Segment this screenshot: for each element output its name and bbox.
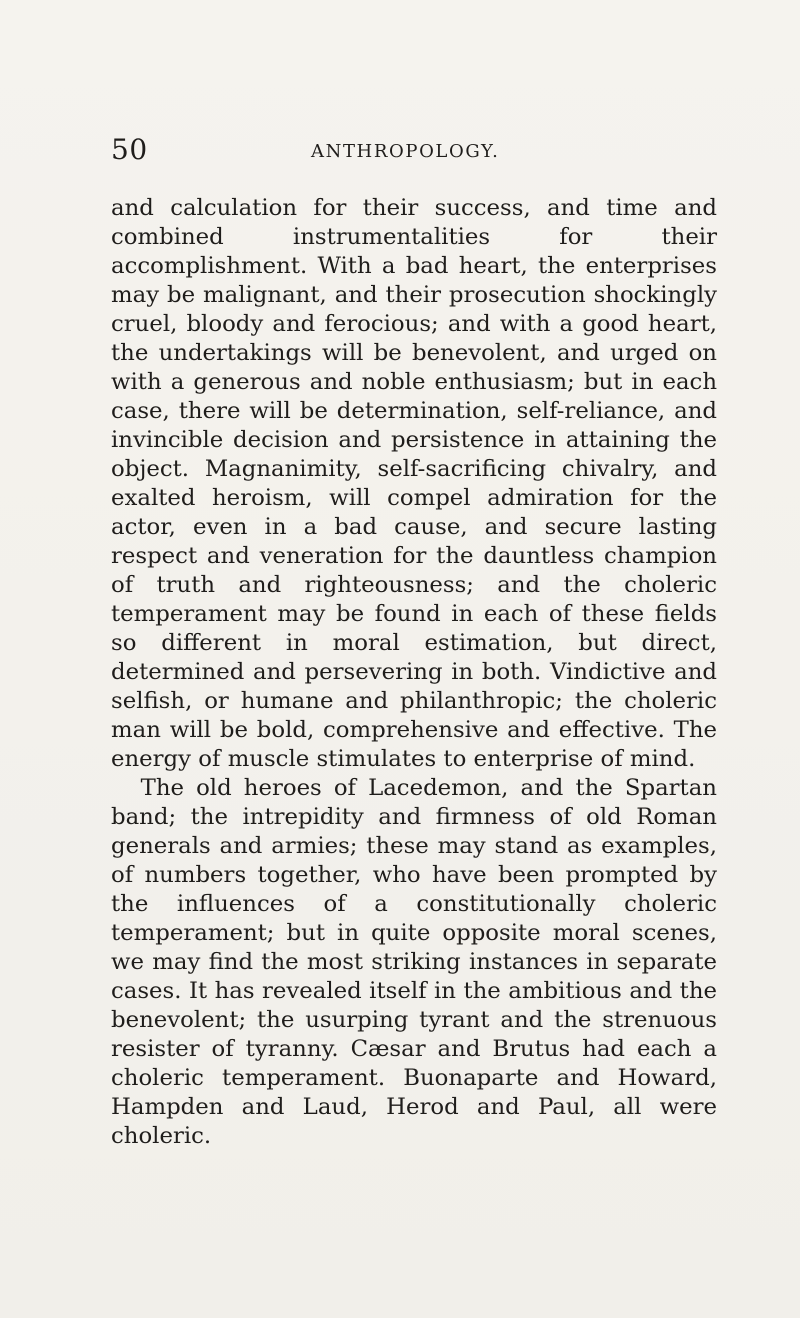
- paragraph-2: The old heroes of Lacedemon, and the Spartan band; the intrepidity and firmness of old Roman generals and armies; these may stand as examples, of numbers together, who have been prompted by the influences of a constitutionally choleric temperament; but in quite opposite moral scenes, we may find the most striking instances in separate cases. It has revealed itself in the ambitious and the benevolent; the usurping tyrant and the strenuous resister of tyranny. Cæsar and Brutus had each a choleric temperament. Buonaparte and Howard, Hampden and Laud, Herod and Paul, all were choleric.: [111, 775, 717, 1149]
- running-head: ANTHROPOLOGY.: [311, 141, 500, 162]
- page-number: 50: [111, 133, 148, 166]
- page-header: [111, 133, 711, 167]
- paragraph-1: and calculation for their success, and time and combined instrumentalities for their accomplishment. With a bad heart, the enterprises may be malignant, and their prosecution shockingly cruel, bloody and ferocious; and with a good heart, the undertakings will be benevolent, and urged on with a generous and noble enthusiasm; but in each case, there will be determination, self-reliance, and invincible decision and persistence in attaining the object. Magnanimity, self-sacrificing chivalry, and exalted heroism, will compel admiration for the actor, even in a bad cause, and secure lasting respect and veneration for the dauntless champion of truth and righteousness; and the choleric temperament may be found in each of these fields so different in moral estimation, but direct, determined and persevering in both. Vindictive and selfish, or humane and philanthropic; the choleric man will be bold, comprehensive and effective. The energy of muscle stimulates to enterprise of mind.: [111, 195, 717, 772]
- body-text: [111, 194, 717, 1151]
